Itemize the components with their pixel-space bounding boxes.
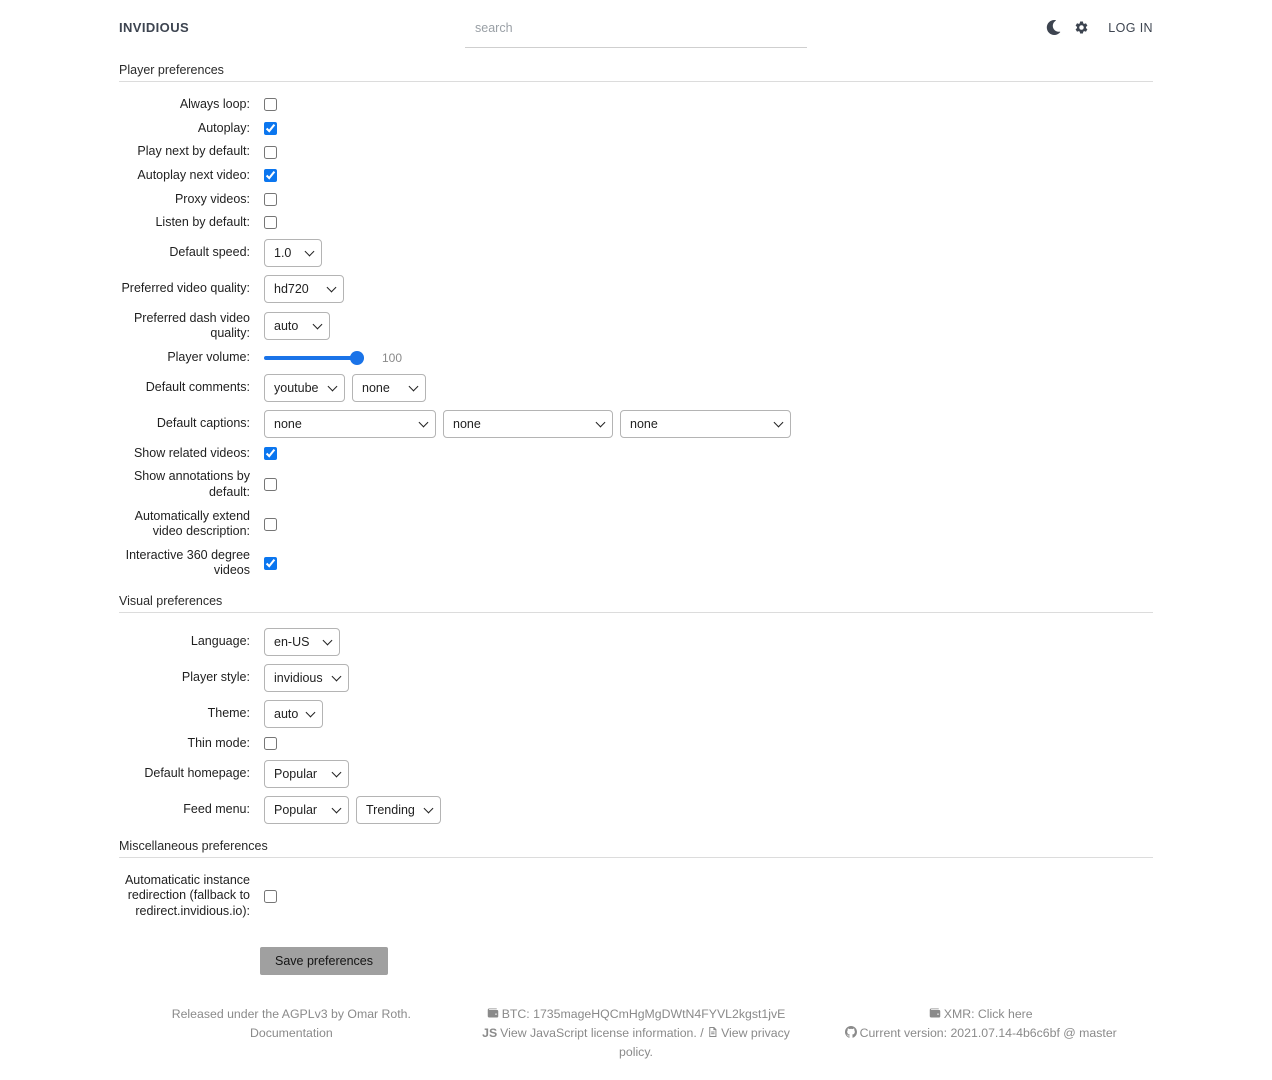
wallet-icon xyxy=(929,1007,941,1019)
invidious-logo[interactable]: INVIDIOUS xyxy=(119,20,190,35)
pref-row xyxy=(119,736,1153,752)
pref-row xyxy=(119,469,1153,500)
xmr-line xyxy=(816,1005,1145,1024)
default-comments-select1-wrap xyxy=(264,374,345,402)
extend-description-checkbox[interactable] xyxy=(264,518,277,531)
footer-right-column xyxy=(808,1005,1153,1062)
player-style-select-wrap xyxy=(264,664,349,692)
links-line xyxy=(472,1024,801,1062)
pref-row xyxy=(119,239,1153,267)
theme-select-wrap xyxy=(264,700,323,728)
pref-row xyxy=(119,410,1153,438)
play-next-label: Play next by default: xyxy=(137,144,250,159)
preferences-gear-icon[interactable] xyxy=(1074,20,1089,35)
interactive-360-label: Interactive 360 degree videos xyxy=(125,547,250,578)
autoplay-next-label: Autoplay next video: xyxy=(137,167,250,182)
pref-row xyxy=(119,760,1153,788)
pref-row xyxy=(119,311,1153,342)
default-comments-select1[interactable] xyxy=(264,374,345,402)
thin-mode-label: Thin mode: xyxy=(187,736,250,750)
play-next-checkbox[interactable] xyxy=(264,146,277,159)
default-comments-select2[interactable] xyxy=(352,374,426,402)
default-comments-select2-wrap xyxy=(352,374,426,402)
feed-menu-label: Feed menu: xyxy=(183,801,250,816)
show-related-checkbox[interactable] xyxy=(264,447,277,460)
default-captions-select2[interactable] xyxy=(443,410,613,438)
listen-by-default-checkbox[interactable] xyxy=(264,216,277,229)
section-divider xyxy=(119,612,1153,613)
pref-row xyxy=(119,700,1153,728)
search-input[interactable] xyxy=(465,16,807,48)
show-annotations-label: Show annotations by default: xyxy=(133,469,250,499)
pref-row xyxy=(119,192,1153,208)
btc-address: BTC: 1735mageHQCmHgMgDWtN4FYVL2kgst1jvE xyxy=(501,1006,786,1021)
slider-fill xyxy=(264,356,364,360)
save-preferences-button[interactable]: Save preferences xyxy=(260,947,388,975)
default-captions-select3[interactable] xyxy=(620,410,791,438)
pref-row xyxy=(119,628,1153,656)
instance-redirect-checkbox[interactable] xyxy=(264,890,277,903)
preferred-quality-select[interactable] xyxy=(264,275,344,303)
extend-description-label: Automatically extend video description: xyxy=(134,508,250,539)
player-style-label: Player style: xyxy=(181,670,250,685)
preferred-dash-quality-label: Preferred dash video quality: xyxy=(133,310,250,341)
always-loop-label: Always loop: xyxy=(179,97,250,111)
autoplay-label: Autoplay: xyxy=(197,120,250,135)
default-speed-select[interactable] xyxy=(264,239,322,267)
section-divider xyxy=(119,857,1153,858)
default-homepage-label: Default homepage: xyxy=(144,765,250,780)
language-label: Language: xyxy=(190,634,250,649)
visual-preferences-title: Visual preferences xyxy=(119,594,223,608)
feed-menu-select1[interactable] xyxy=(264,796,349,824)
preferred-dash-quality-select[interactable] xyxy=(264,312,330,340)
pref-row xyxy=(119,374,1153,402)
footer-left-column xyxy=(119,1005,464,1062)
player-preferences-title: Player preferences xyxy=(119,63,224,77)
js-icon: JS xyxy=(482,1025,498,1040)
default-speed-select-wrap xyxy=(264,239,322,267)
instance-redirect-label: Automaticatic instance redirection (fallback to redirect.invidious.io): xyxy=(124,872,250,918)
proxy-videos-label: Proxy videos: xyxy=(174,191,250,206)
player-style-select[interactable] xyxy=(264,664,349,692)
default-homepage-select-wrap xyxy=(264,760,349,788)
wallet-icon xyxy=(487,1007,499,1019)
pref-row xyxy=(119,97,1153,113)
default-captions-select1-wrap xyxy=(264,410,436,438)
version-line xyxy=(816,1024,1145,1043)
privacy-policy-link[interactable]: View privacy policy. xyxy=(619,1025,790,1059)
privacy-document-icon xyxy=(707,1026,718,1038)
pref-row xyxy=(119,873,1153,920)
default-speed-label: Default speed: xyxy=(169,244,250,259)
misc-preferences-title: Miscellaneous preferences xyxy=(119,838,268,853)
header xyxy=(119,0,1153,48)
separator: / xyxy=(700,1025,704,1040)
interactive-360-checkbox[interactable] xyxy=(264,557,277,570)
license-text: Released under the AGPLv3 by Omar Roth. xyxy=(171,1006,411,1021)
pref-row xyxy=(119,121,1153,137)
default-captions-select2-wrap xyxy=(443,410,613,438)
footer xyxy=(119,1005,1153,1080)
player-volume-slider[interactable] xyxy=(264,351,364,365)
default-captions-select1[interactable] xyxy=(264,410,436,438)
log-in-link[interactable]: LOG IN xyxy=(1108,20,1153,35)
theme-label: Theme: xyxy=(207,706,250,721)
preferred-dash-quality-select-wrap xyxy=(264,312,330,340)
pref-row xyxy=(119,796,1153,824)
player-volume-value: 100 xyxy=(382,350,403,365)
xmr-label: XMR: xyxy=(943,1006,975,1021)
language-select[interactable] xyxy=(264,628,340,656)
default-homepage-select[interactable] xyxy=(264,760,349,788)
slider-thumb[interactable] xyxy=(350,351,364,365)
github-icon xyxy=(845,1026,857,1038)
pref-row xyxy=(119,548,1153,579)
default-captions-select3-wrap xyxy=(620,410,791,438)
always-loop-checkbox[interactable] xyxy=(264,98,277,111)
js-license-link[interactable]: View JavaScript license information. xyxy=(500,1025,697,1040)
feed-menu-select1-wrap xyxy=(264,796,349,824)
version-text: Current version: 2021.07.14-4b6c6bf @ master xyxy=(859,1025,1117,1040)
feed-menu-select2-wrap xyxy=(356,796,441,824)
btc-line xyxy=(472,1005,801,1024)
pref-row xyxy=(119,509,1153,540)
feed-menu-select2[interactable] xyxy=(356,796,441,824)
show-related-label: Show related videos: xyxy=(133,445,250,460)
pref-row xyxy=(119,275,1153,303)
section-divider xyxy=(119,81,1153,82)
preferred-quality-select-wrap xyxy=(264,275,344,303)
autoplay-next-checkbox[interactable] xyxy=(264,169,277,182)
slider-track xyxy=(264,356,364,360)
preferred-quality-label: Preferred video quality: xyxy=(121,280,250,295)
pref-row xyxy=(119,446,1153,462)
default-comments-label: Default comments: xyxy=(145,379,250,394)
listen-by-default-label: Listen by default: xyxy=(155,215,250,230)
documentation-link[interactable]: Documentation xyxy=(249,1025,333,1040)
show-annotations-checkbox[interactable] xyxy=(264,478,277,491)
pref-row xyxy=(119,350,1153,366)
autoplay-checkbox[interactable] xyxy=(264,122,277,135)
language-select-wrap xyxy=(264,628,340,656)
dark-mode-moon-icon[interactable] xyxy=(1046,20,1061,35)
default-captions-label: Default captions: xyxy=(156,415,250,430)
pref-row xyxy=(119,144,1153,160)
xmr-link[interactable]: Click here xyxy=(977,1006,1033,1021)
pref-row xyxy=(119,215,1153,231)
thin-mode-checkbox[interactable] xyxy=(264,737,277,750)
proxy-videos-checkbox[interactable] xyxy=(264,193,277,206)
pref-row xyxy=(119,168,1153,184)
theme-select[interactable] xyxy=(264,700,323,728)
pref-row xyxy=(119,664,1153,692)
player-volume-label: Player volume: xyxy=(167,350,250,364)
footer-middle-column xyxy=(464,1005,809,1062)
